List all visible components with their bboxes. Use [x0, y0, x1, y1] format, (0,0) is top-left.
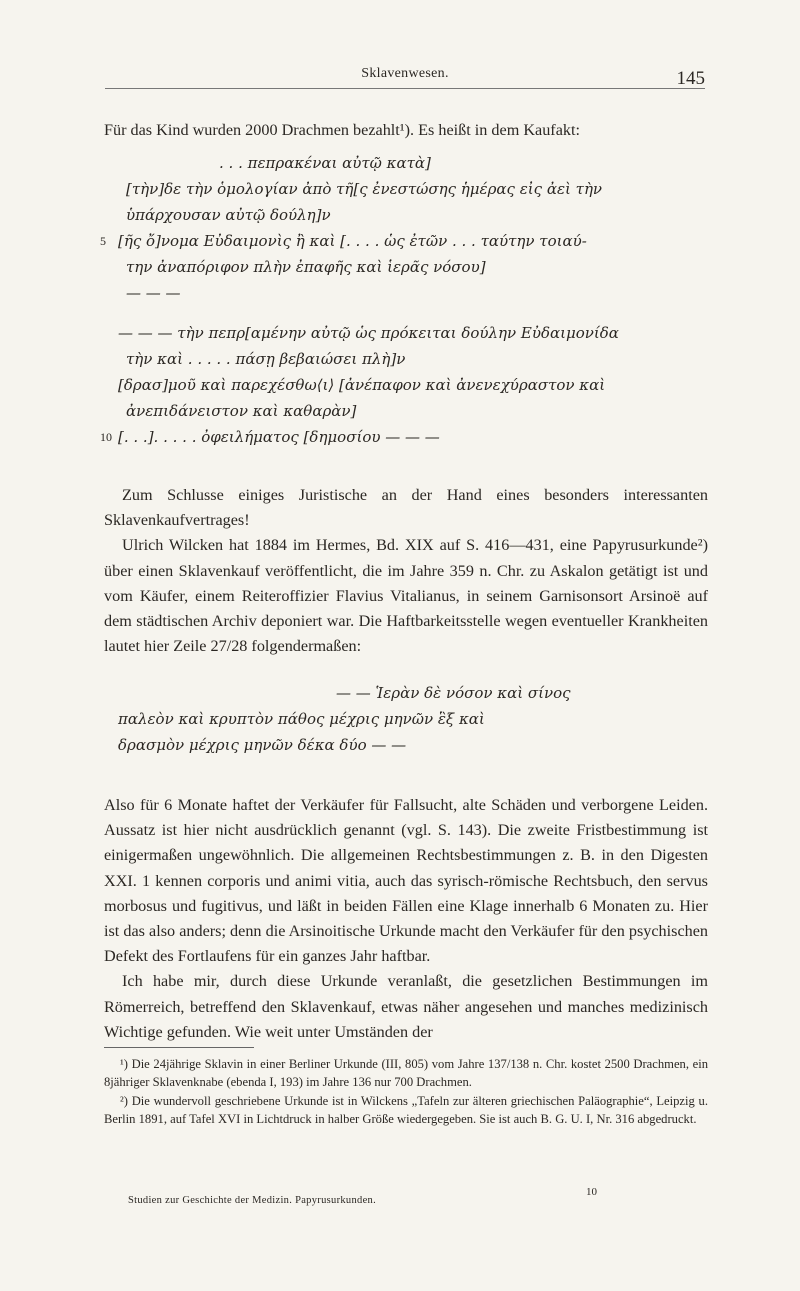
- greek-line: [104, 176, 708, 202]
- greek-line-text: — — — τὴν πεπρ[αμένην αὐτῷ ὡς πρόκειται δούλην Εὐδαιμονίδα: [118, 324, 619, 342]
- header-rule: [105, 88, 705, 89]
- greek-line: δρασμὸν μέχρις μηνῶν δέκα δύο — —: [118, 736, 407, 754]
- greek-line: [104, 320, 708, 346]
- intro-text: Für das Kind wurden 2000 Drachmen bezahlt¹). Es heißt in dem Kaufakt:: [104, 121, 580, 139]
- greek-line-text: τὴν καὶ . . . . . πάσῃ βεβαιώσει πλὴ]ν: [126, 350, 406, 368]
- line-number: 10: [100, 430, 112, 444]
- running-head: [105, 66, 705, 96]
- greek-line-text: [δρασ]μοῦ καὶ παρεχέσθω⟨ι⟩ [ἀνέπαφον καὶ ἀνενεχύραστον καὶ: [118, 376, 606, 394]
- commentary-section: [104, 793, 708, 1045]
- sheet-signature: Studien zur Geschichte der Medizin. Papyrusurkunden.: [128, 1195, 376, 1206]
- greek-line-text: την ἀναπόριφον πλὴν ἐπαφῆς καὶ ἱερᾶς νόσου]: [126, 258, 486, 276]
- greek-line: [104, 398, 708, 424]
- greek-line: [104, 202, 708, 228]
- greek-line: [104, 150, 708, 176]
- sheet-number: 10: [586, 1186, 597, 1198]
- page-number: 145: [676, 68, 705, 89]
- intro-paragraph: [104, 118, 708, 143]
- greek-line: [104, 280, 708, 306]
- body-paragraph: Also für 6 Monate haftet der Verkäufer für Fallsucht, alte Schäden und verborgene Leiden. Aussatz ist hier nicht ausdrücklich genannt (vgl. S. 143). Die zweite Fristbestimmung ist einigermaßen ungewöhnlich. Die allgemeinen Rechtsbestimmungen z. B. in den Digesten XXI. 1 kennen corporis und animi vitia, auch das syrisch-römische Rechtsbuch, den servus morbosus und fugitivus, und läßt in beiden Fällen eine Klage innerhalb 6 Monaten zu. Hier ist das also anders; denn die Arsinoitische Urkunde macht den Verkäufer für den psychischen Defekt des Fortlaufens für ein ganzes Jahr haftbar.: [104, 796, 708, 966]
- footnotes: [104, 1055, 708, 1129]
- greek-line: [104, 254, 708, 280]
- footnote-rule: [104, 1047, 254, 1048]
- footnote: ²) Die wundervoll geschriebene Urkunde ist in Wilckens „Tafeln zur älteren griechischen Paläographie“, Leipzig u. Berlin 1891, auf Tafel XVI in Lichtdruck in halber Größe wiedergegeben. Sie ist auch B. G. U. I, Nr. 316 abgedruckt.: [104, 1093, 708, 1127]
- greek-line-text: [. . .]. . . . . ὀφειλήματος [δημοσίου — — —: [118, 428, 440, 446]
- greek-papyrus-quote: [100, 150, 708, 450]
- greek-line: [104, 346, 708, 372]
- greek-line-text: [ῆς ὄ]νομα Εὐδαιμονὶς ἢ καὶ [. . . . ὡς ἐτῶν . . . ταύτην τοιαύ-: [118, 232, 587, 250]
- greek-line-text: [τὴν]δε τὴν ὁμολογίαν ἀπὸ τῆ[ς ἐνεστώσης ἡμέρας εἰς ἀεὶ τὴν: [126, 180, 603, 198]
- greek-line-text: — — —: [126, 284, 181, 302]
- line-number: 5: [100, 234, 106, 248]
- greek-line: — — Ἱερὰν δὲ νόσον καὶ σίνος: [336, 684, 571, 702]
- greek-line-text: ἀνεπιδάνειστον καὶ καθαρὰν]: [126, 402, 357, 420]
- greek-line: παλεὸν καὶ κρυπτὸν πάθος μέχρις μηνῶν ἓξ καὶ: [118, 710, 485, 728]
- greek-line-text: . . . πεπρακέναι αὐτῷ κατὰ]: [219, 154, 431, 172]
- body-paragraph: Zum Schlusse einiges Juristische an der Hand eines besonders interessanten Sklavenkaufvertrages!: [104, 486, 708, 530]
- greek-line: [100, 228, 708, 254]
- greek-line: [104, 372, 708, 398]
- body-paragraph: Ich habe mir, durch diese Urkunde veranlaßt, die gesetzlichen Bestimmungen im Römerreich, betreffend den Sklavenkauf, etwas näher angesehen und manches medizinisch Wichtige gefunden. Wie weit unter Umständen der: [104, 972, 708, 1041]
- greek-line-text: ὑπάρχουσαν αὐτῷ δούλη]ν: [126, 206, 331, 224]
- greek-quote-lines-27-28: [104, 680, 708, 758]
- juristic-section: [104, 483, 708, 659]
- body-paragraph: Ulrich Wilcken hat 1884 im Hermes, Bd. XIX auf S. 416—431, eine Papyrusurkunde²) über einen Sklavenkauf veröffentlicht, die im Jahre 359 n. Chr. zu Askalon getätigt ist und vom Käufer, einem Reiteroffizier Flavius Vitalianus, in seinem Garnisonsort Arsinoë auf dem städtischen Archiv deponiert war. Die Haftbarkeitsstelle wegen eventueller Krankheiten lautet hier Zeile 27/28 folgendermaßen:: [104, 536, 708, 656]
- running-head-title: Sklavenwesen.: [361, 66, 449, 81]
- greek-line: [100, 424, 708, 450]
- footnote: ¹) Die 24jährige Sklavin in einer Berliner Urkunde (III, 805) vom Jahre 137/138 n. Chr. kostet 2500 Drachmen, ein 8jähriger Sklavenknabe (ebenda I, 193) im Jahre 136 nur 700 Drachmen.: [104, 1057, 708, 1090]
